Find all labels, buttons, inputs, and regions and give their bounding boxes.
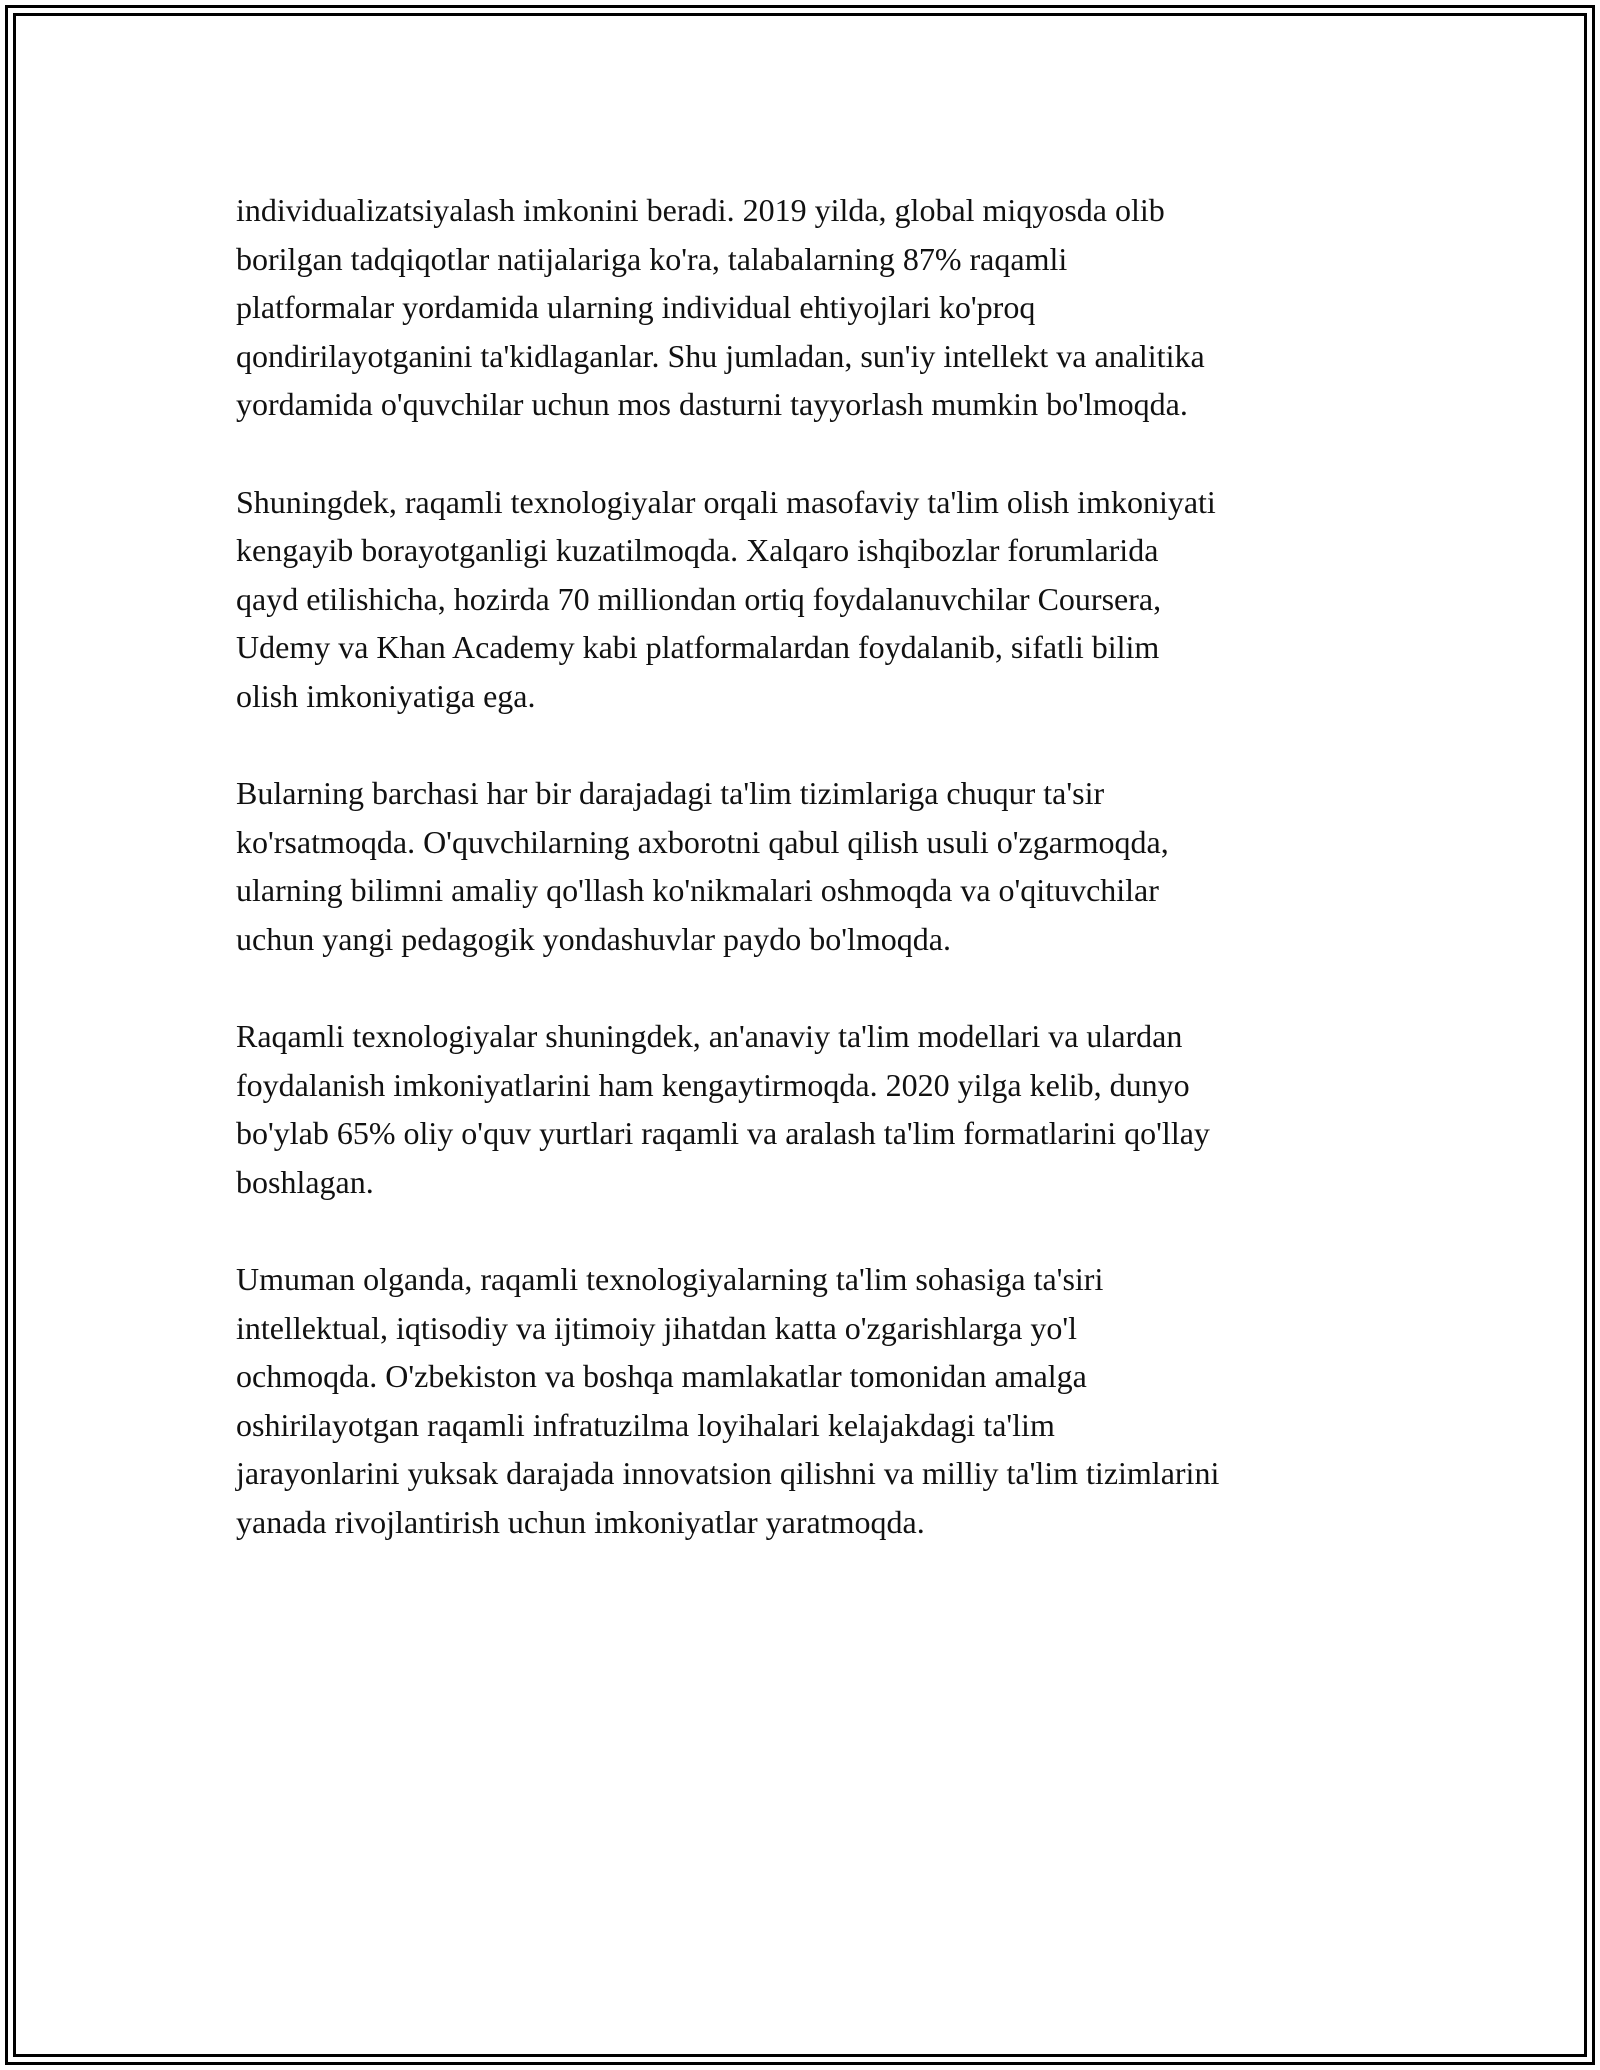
text-line: yanada rivojlantirish uchun imkoniyatlar yaratmoqda.: [236, 1503, 925, 1540]
text-line: oshirilayotgan raqamli infratuzilma loyihalari kelajakdagi ta'lim: [236, 1406, 1055, 1443]
text-line: jarayonlarini yuksak darajada innovatsion qilishni va milliy ta'lim tizimlarini: [236, 1455, 1220, 1491]
text-line: yordamida o'quvchilar uchun mos dasturni tayyorlash mumkin bo'lmoqda.: [236, 386, 1188, 422]
text-line: ko'rsatmoqda. O'quvchilarning axborotni qabul qilish usuli o'zgarmoqda,: [236, 823, 1169, 860]
text-line: platformalar yordamida ularning individual ehtiyojlari ko'proq: [236, 289, 1036, 325]
text-line: qayd etilishicha, hozirda 70 milliondan ortiq foydalanuvchilar Coursera,: [236, 580, 1162, 617]
text-line: Umuman olganda, raqamli texnologiyalarning ta'lim sohasiga ta'siri: [236, 1261, 1104, 1297]
document-body: [236, 186, 1386, 1595]
paragraph-conclusion: [236, 1255, 1386, 1546]
paragraph-education-impact: [236, 769, 1386, 963]
text-line: ularning bilimni amaliy qo'llash ko'nikmalari oshmoqda va o'qituvchilar: [236, 872, 1159, 908]
text-line: intellektual, iqtisodiy va ijtimoiy jihatdan katta o'zgarishlarga yo'l: [236, 1309, 1077, 1346]
text-line: Udemy va Khan Academy kabi platformalardan foydalanib, sifatli bilim: [236, 629, 1160, 665]
paragraph-distance-learning: [236, 478, 1386, 721]
text-line: borilgan tadqiqotlar natijalariga ko'ra, talabalarning 87% raqamli: [236, 240, 1068, 277]
text-line: foydalanish imkoniyatlarini ham kengaytirmoqda. 2020 yilga kelib, dunyo: [236, 1066, 1190, 1103]
text-line: uchun yangi pedagogik yondashuvlar paydo bo'lmoqda.: [236, 920, 951, 957]
text-line: boshlagan.: [236, 1163, 374, 1200]
text-line: ochmoqda. O'zbekiston va boshqa mamlakatlar tomonidan amalga: [236, 1358, 1087, 1394]
text-line: olish imkoniyatiga ega.: [236, 677, 536, 714]
text-line: Shuningdek, raqamli texnologiyalar orqali masofaviy ta'lim olish imkoniyati: [236, 483, 1216, 520]
paragraph-personalization: [236, 186, 1386, 429]
text-line: Bularning barchasi har bir darajadagi ta'lim tizimlariga chuqur ta'sir: [236, 775, 1105, 811]
paragraph-traditional-models: [236, 1012, 1386, 1206]
text-line: individualizatsiyalash imkonini beradi. 2019 yilda, global miqyosda olib: [236, 192, 1165, 228]
text-line: Raqamli texnologiyalar shuningdek, an'anaviy ta'lim modellari va ulardan: [236, 1018, 1183, 1054]
text-line: kengayib borayotganligi kuzatilmoqda. Xalqaro ishqibozlar forumlarida: [236, 532, 1159, 568]
text-line: qondirilayotganini ta'kidlaganlar. Shu jumladan, sun'iy intellekt va analitika: [236, 337, 1205, 374]
text-line: bo'ylab 65% oliy o'quv yurtlari raqamli va aralash ta'lim formatlarini qo'llay: [236, 1115, 1210, 1151]
